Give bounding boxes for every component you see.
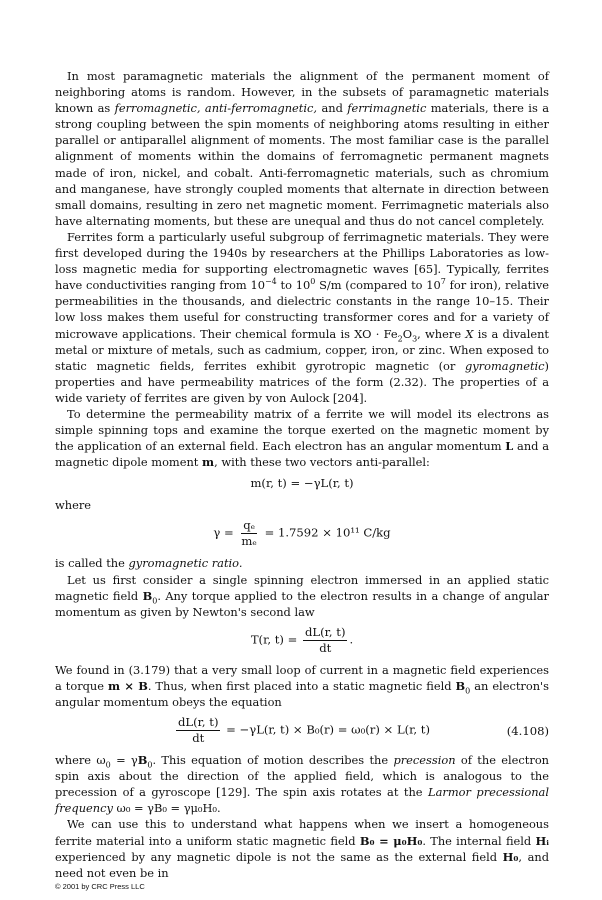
paragraph-ferrites: Ferrites form a particularly useful subgroup of ferrimagnetic materials. They were first developed during the 1940s by researchers at the Phillips Laboratories as low-loss magnetic media for supporting electromagnetic waves [65]. Typically, ferrites have conductivities ranging from $10^{-4}$ to $10^0$ S/m (compared to $10^7$ for iron), relative permeabilities in the thousands, and dielectric constants in the range 10–15. Their low loss makes them useful for constructing transformer cores and for a variety of microwave applications. Their chemical formula is XO · $Fe_2O_3$, where X is a divalent metal or mixture of metals, such as cadmium, copper, iron, or zinc. When exposed to static magnetic fields, ferrites exhibit gyrotropic magnetic (or gyromagnetic) properties and have permeability matrices of the form (2.32). The properties of a wide variety of ferrites are given by von Aulock [204]. xyxy=(55,229,550,405)
copyright-footer: © 2001 by CRC Press LLC xyxy=(55,882,145,891)
paragraph-gyromagnetic-ratio: is called the gyromagnetic ratio. xyxy=(55,556,243,571)
equation-gyromagnetic-ratio: γ = $\frac{\text{qₑ}}{\text{mₑ}}$ = 1.7592 × 10¹¹ C/kg xyxy=(213,518,391,549)
equation-torque: T(r, t) = $\frac{dL(r, t)}{dt}$ . xyxy=(250,624,354,655)
fraction-dL-dt-precession: $\frac{dL(r, t)}{dt}$ xyxy=(178,715,219,746)
paragraph-spinning-electron: Let us first consider a single spinning electron immersed in an applied static magnetic field $B_0$. Any torque applied to the electron results in a change of angular momentum as given by Newton's second law xyxy=(55,572,549,619)
paragraph-larmor: where $\omega_0 = \gamma B_0$. This equation of motion describes the precession of the electron spin axis about the direction of the applied field, which is analogous to the precession of a gyroscope [129]. The spin axis rotates at the Larmor precessional frequency ω₀ = γB₀ = γμ₀H₀. xyxy=(55,753,550,816)
paragraph-magnetic-coupling: In most paramagnetic materials the alignment of the permanent moment of neighboring atoms is random. However, in the subsets of paramagnetic materials known as ferromagnetic, anti-ferromagnetic, and ferrimagnetic materials, there is a strong coupling between the spin moments of neighboring atoms resulting in either parallel or antiparallel alignment of moments. The most familiar case is the parallel alignment of moments within the domains of ferromagnetic permanent magnets made of iron, nickel, and cobalt. Anti-ferromagnetic materials, such as chromium and manganese, have strongly coupled moments that alternate in direction between small domains, resulting in zero net magnetic moment. Ferrimagnetic materials also have alternating moments, but these are unequal and thus do not cancel completely. xyxy=(55,69,549,228)
paragraph-homogeneous-ferrite: We can use this to understand what happens when we insert a homogeneous ferrite material into a uniform static magnetic field B₀ = μ₀H₀. The internal field Hᵢ experienced by any magnetic dipole is not the same as the external field H₀, and need not even be in xyxy=(55,817,549,880)
equation-precession: $\frac{dL(r, t)}{dt}$ = −γL(r, t) × B₀(r) = ω₀(r) × L(r, t) (4.108) xyxy=(178,715,549,746)
page-body xyxy=(55,68,549,881)
paragraph-where: where xyxy=(55,498,92,513)
equation-number: (4.108) xyxy=(506,723,549,738)
paragraph-current-loop: We found in (3.179) that a very small loop of current in a magnetic field experiences a torque m × B. Thus, when first placed into a static magnetic field $B_0$ an electron's angular momentum obeys the equation xyxy=(55,662,550,709)
equation-moment: m(r, t) = −γL(r, t) xyxy=(250,476,354,491)
fraction-dL-dt: $\frac{dL(r, t)}{dt}$ xyxy=(305,624,346,655)
fraction-charge-mass: $\frac{\text{qₑ}}{\text{mₑ}}$ xyxy=(241,518,257,549)
paragraph-permeability-model: To determine the permeability matrix of a ferrite we will model its electrons as simple spinning tops and examine the torque exerted on the magnetic moment by the application of an external field. Each electron has an angular momentum L and a magnetic dipole moment m, with these two vectors anti-parallel: xyxy=(55,406,549,470)
